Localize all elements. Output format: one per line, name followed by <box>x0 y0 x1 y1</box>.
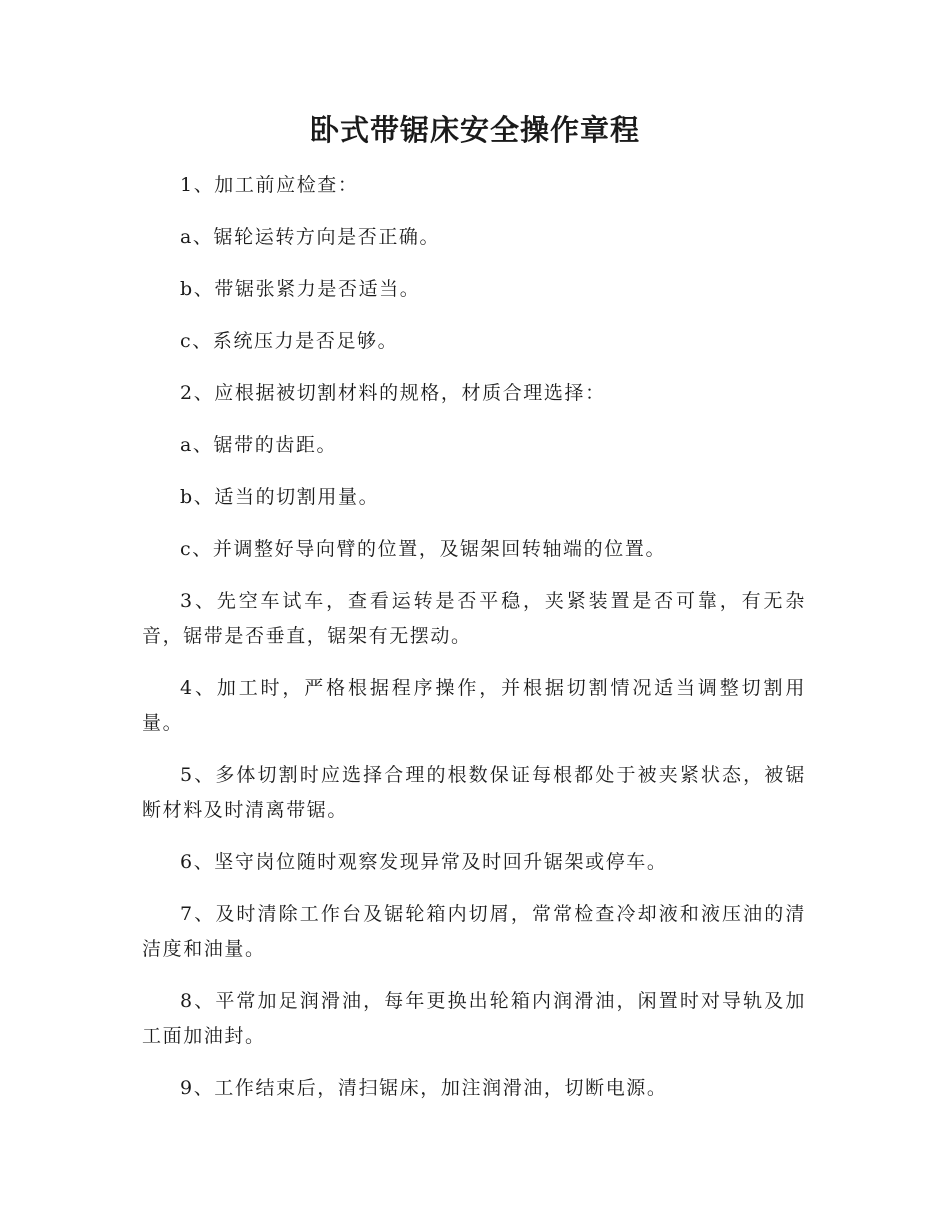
paragraph: b、带锯张紧力是否适当。 <box>180 278 421 300</box>
paragraph: 8、平常加足润滑油，每年更换出轮箱内润滑油，闲置时对导轨及加工面加油封。 <box>142 990 806 1047</box>
paragraph: 5、多体切割时应选择合理的根数保证每根都处于被夹紧状态，被锯断材料及时清离带锯。 <box>142 764 806 821</box>
paragraph: b、适当的切割用量。 <box>180 486 380 508</box>
paragraph: 2、应根据被切割材料的规格，材质合理选择： <box>180 382 606 404</box>
paragraph: 9、工作结束后，清扫锯床，加注润滑油，切断电源。 <box>180 1077 668 1099</box>
paragraph: 7、及时清除工作台及锯轮箱内切屑，常常检查冷却液和液压油的清洁度和油量。 <box>142 903 806 960</box>
document-body <box>142 168 806 1123</box>
paragraph: 6、坚守岗位随时观察发现异常及时回升锯架或停车。 <box>180 851 668 873</box>
paragraph: 3、先空车试车，查看运转是否平稳，夹紧装置是否可靠，有无杂音，锯带是否垂直，锯架有无摆动。 <box>142 590 806 647</box>
document-title: 卧式带锯床安全操作章程 <box>309 113 640 147</box>
paragraph: c、并调整好导向臂的位置，及锯架回转轴端的位置。 <box>180 538 667 560</box>
paragraph: 4、加工时，严格根据程序操作，并根据切割情况适当调整切割用量。 <box>142 677 806 734</box>
paragraph: a、锯轮运转方向是否正确。 <box>180 226 441 248</box>
paragraph: c、系统压力是否足够。 <box>180 330 399 352</box>
paragraph: a、锯带的齿距。 <box>180 434 338 456</box>
paragraph: 1、加工前应检查： <box>180 174 359 196</box>
